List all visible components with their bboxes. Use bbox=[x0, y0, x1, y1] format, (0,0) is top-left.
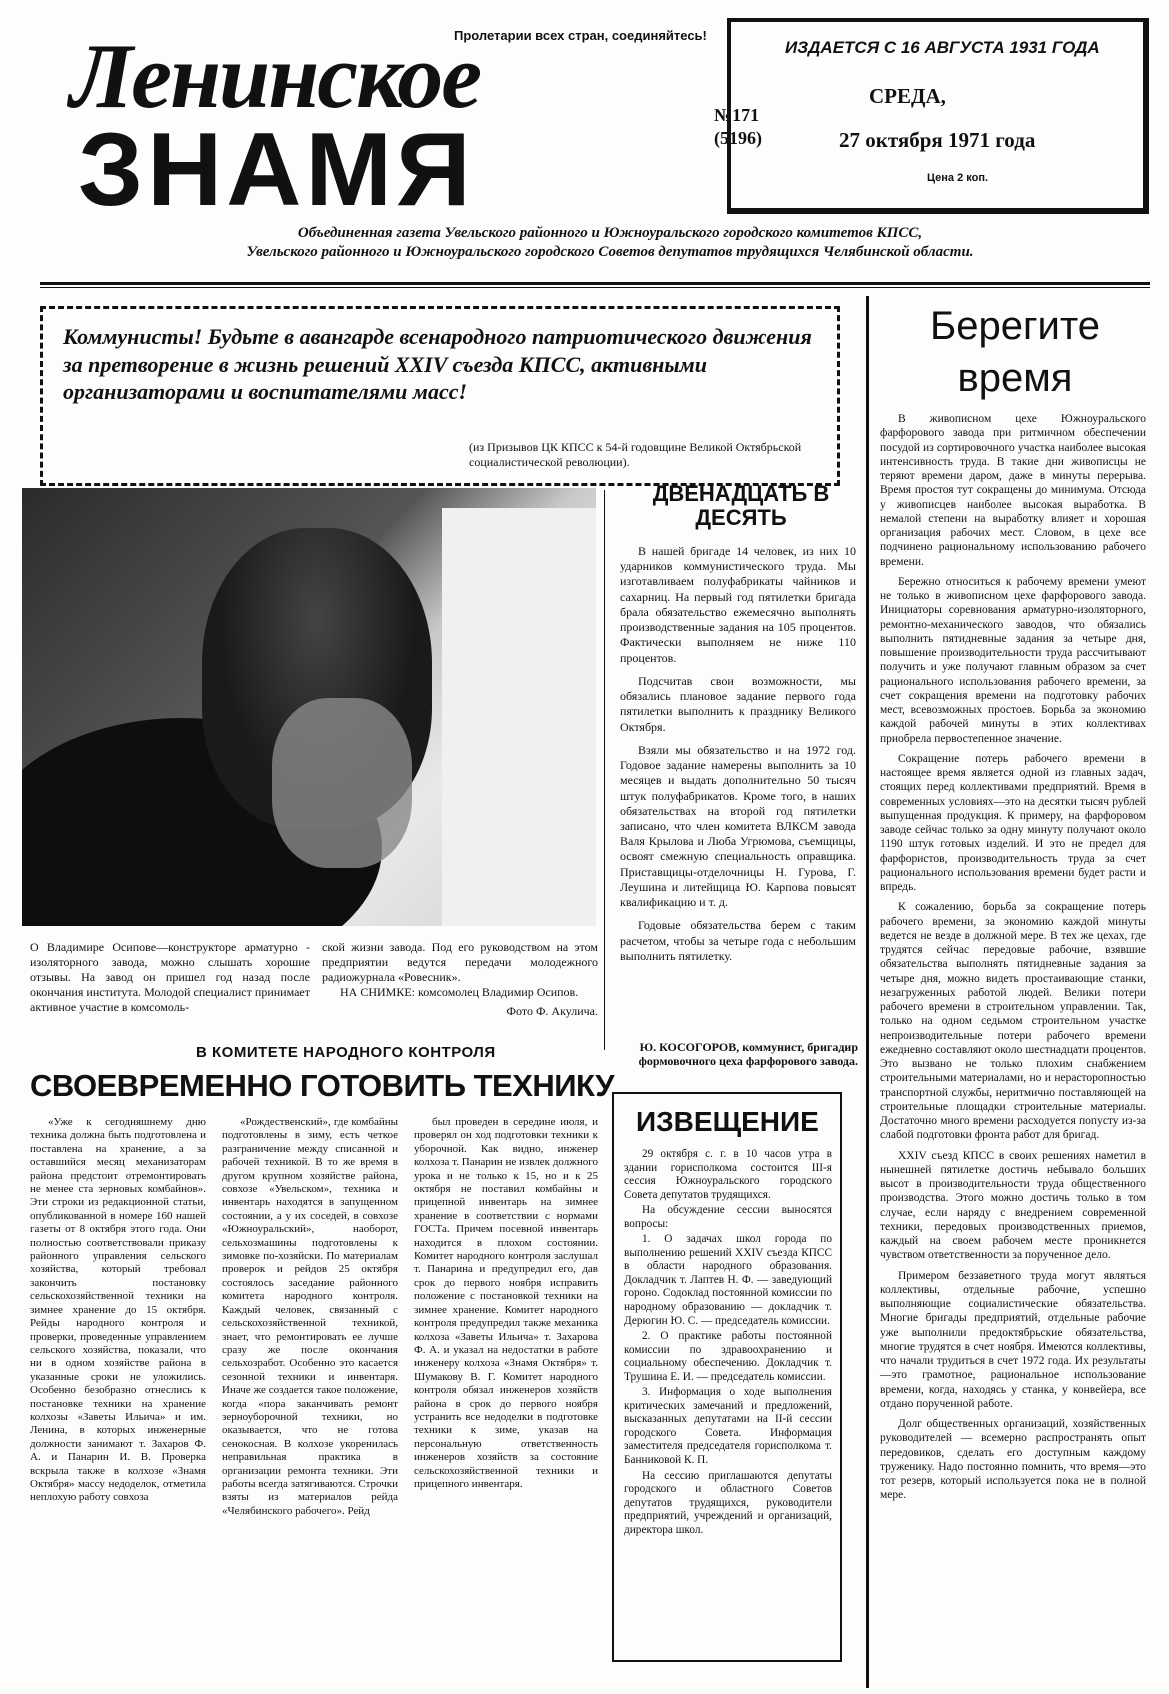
issue-no: №171 bbox=[714, 105, 760, 125]
paragraph: На обсуждение сессии выносятся вопросы: bbox=[624, 1204, 832, 1230]
paragraph: Подсчитав свои возможности, мы обязались плановое задание первого года пятилетки выполнить к празднику Великого Октября. bbox=[620, 673, 856, 734]
article-tekhnika-col2 bbox=[222, 1116, 398, 1518]
paragraph: Бережно относиться к рабочему времени умеют не только в живописном цехе фарфорового завода. Инициаторы соревнования арматурно-изоляторного, ремонтно-механического заводов, что обязались выполнить пятидневные задания за четыре дня, повышение производительности труда рассчитывают получить и уже получают главным образом за счет рационального использования рабочего времени, за счет сокращения времени на подготовку рабочих мест, всевозможных простоев. Борьба за экономию каждой рабочей минуты в этих коллективах приобрела первостепенное значение. bbox=[880, 575, 1146, 745]
issue-date: 27 октября 1971 года bbox=[839, 128, 1036, 152]
paragraph: XXIV съезд КПСС в своих решениях наметил в нынешней пятилетке достичь небывало больших высот в производительности труда общественного производства. Этого можно достичь только в том случае, если наряду с внедрением современной техники, передовых производственных приемов, каждый на своем рабочем месте проникнется чувством ответственности за порученное дело. bbox=[880, 1149, 1146, 1262]
weekday: СРЕДА, bbox=[869, 84, 946, 108]
headline-line2: время bbox=[957, 356, 1073, 400]
appeal-box bbox=[40, 306, 840, 486]
subtitle-line1: Объединенная газета Увельского районного и Южноуральского городского комитетов КПСС, bbox=[297, 225, 923, 241]
headline-dvenadtsat: ДВЕНАДЦАТЬ В ДЕСЯТЬ bbox=[652, 481, 830, 531]
paragraph: 1. О задачах школ города по выполнению решений XXIV съезда КПСС в области народного образования. Докладчик т. Лаптев Н. Ф. — заведующий гороно. Содоклад постоянной комиссии по народному образованию — докладчик т. Дерюгин Ю. С. — председатель комиссии. bbox=[624, 1233, 832, 1327]
photo-credit: Фото Ф. Акулича. bbox=[506, 1004, 598, 1018]
paragraph: Долг общественных организаций, хозяйственных руководителей — всемерно распространять опыт передовиков, сделать его доступным каждому труженику. Надо постоянно помнить, что время—это тот резерв, который используется пока не в полной мере. bbox=[880, 1418, 1146, 1502]
photo-caption-col1: О Владимире Осипове—конструкторе арматурно - изоляторного завода, можно слышать хорошие отзывы. На завод он пришел год назад после окончания института. Молодой специалист принимает активное участие в комсомоль- bbox=[30, 940, 310, 1014]
appeal-source: (из Призывов ЦК КПСС к 54-й годовщине Великой Октябрьской социалистической революции). bbox=[469, 440, 802, 469]
price: Цена 2 коп. bbox=[927, 172, 989, 184]
paragraph: На сессию приглашаются депутаты городского и областного Советов депутатов трудящихся, руководители предприятий, учреждений и организаций, директора школ. bbox=[624, 1469, 832, 1536]
article-tekhnika-col3 bbox=[414, 1116, 598, 1491]
article-dvenadtsat-body bbox=[620, 544, 856, 964]
subtitle-line2: Увельского районного и Южноуральского городского Советов депутатов трудящихся Челябинской области. bbox=[246, 243, 974, 260]
paragraph: Сокращение потерь рабочего времени в настоящее время является одной из главных задач, стоящих перед коллективами предприятий. Время в современных условиях—это на десятки тысяч рублей выпущенная продукция. К примеру, на фарфоровом заводе сейчас только за одну минуту получают около 1190 штук готовых изделий. И это не предел для фарфористов, производительность труда за счет рационального использования времени будет расти и впредь. bbox=[880, 752, 1146, 893]
paragraph: Годовые обязательства берем с таким расчетом, чтобы за четыре года с небольшим выполнить пятилетку. bbox=[620, 918, 856, 963]
headline-tekhnika: СВОЕВРЕМЕННО ГОТОВИТЬ ТЕХНИКУ bbox=[30, 1068, 615, 1103]
caption-text: ской жизни завода. Под его руководством на этом предприятии ведутся передачи молодежного радиожурнала «Ровесник». bbox=[322, 940, 598, 984]
masthead-subtitle bbox=[160, 224, 1060, 262]
photo-caption-col2 bbox=[322, 940, 598, 1019]
appeal-text: Коммунисты! Будьте в авангарде всенародного патриотического движения за претворение в жизнь решений XXIV съезда КПСС, активными организаторами и воспитателями масс! bbox=[63, 324, 812, 404]
paragraph: Взяли мы обязательство и на 1972 год. Годовое задание намерены выполнить за 10 месяцев и выдать дополнительно 50 тысяч штук полуфабрикатов. Кроме того, в наших обязательствах на второй год пятилетки записано, что член комитета ВЛКСМ завода Валя Крылова и Люба Угрюмова, съемщицы, освоят смежную специальность оправщика. Приставщицы-отделочницы Н. Гурова, Г. Леушина и литейщица Ю. Карпова повысят квалификацию и т. д. bbox=[620, 742, 856, 910]
headline-notice: ИЗВЕЩЕНИЕ bbox=[636, 1106, 819, 1137]
paragraph: В живописном цехе Южноуральского фарфорового завода при ритмичном обеспечении посудой из сортировочного участка наиболее высокая интенсивность труда. В такие дни живописцы не теряют времени даром, даже в минуты перерыва. Время простоя тут сокращены до минимума. Отсюда у живописцев наиболее высокая выработка. В немалой степени на выработку влияет и хорошая организация рабочих мест. Словом, в цехе все подчинено рациональному использованию рабочего времени. bbox=[880, 413, 1146, 568]
kicker-narodny-kontrol: В КОМИТЕТЕ НАРОДНОГО КОНТРОЛЯ bbox=[196, 1044, 496, 1061]
paragraph: был проведен в середине июля, и проверял он ход подготовки техники к уборочной. Как видно, инженер колхоза т. Панарин не извлек должного урока и не только к 15, но и к 25 октября не поставил комбайны и прицепной инвентарь на зимнее хранение в соответствии с нормами ГОСТа. Причем посевной инвентарь находится в плохом состоянии. Комитет народного контроля заслушал т. Панарина и предупредил его, дав срок до первого ноября исправить положение с постановкой техники на зимнее хранение. Комитет народного контроля предупредил также механика колхоза «Заветы Ильича» т. Захарова Ф. А. и указал на недостатки в работе инженеру колхоза «Знамя Октября» т. Шумакову В. Г. Комитет народного контроля обязал инженеров хозяйств района в срок до первого ноября устранить все недоделки в подготовке техники к зиме, указав на персональную ответственность инженеров хозяйств за состояние сельскохозяйственной техники и прицепного инвентаря. bbox=[414, 1116, 598, 1490]
caption-photo-subject: НА СНИМКЕ: комсомолец Владимир Осипов. bbox=[340, 985, 579, 999]
masthead-motto: Пролетарии всех стран, соединяйтесь! bbox=[454, 28, 707, 43]
headline-line1: Берегите bbox=[929, 304, 1101, 348]
issue-total: (5196) bbox=[714, 127, 762, 148]
paragraph: К сожалению, борьба за сокращение потерь рабочего времени, за экономию каждой минуты ведется не везде в должной мере. В тех же цехах, где трудятся сейчас передовые рабочие, взявшие обязательства выполнять пятидневные задания за четыре дня, можно видеть простаивающие станки, незагруженных работой людей. Велики потери рабочего времени в строительном управлении. Так, только на одном седьмом строительном участке непроизводительные потери рабочего времени ежедневно составляют около шестнадцати процентов. Это вызвано не только плохим снабжением строительными материалами, но и нерасторопностью транспортной службы, неритмично поставляющей на строительные площадки строительные материалы. Достаточно много времени расходуется попусту из-за слабой подготовки фронта работ для бригад. bbox=[880, 901, 1146, 1142]
masthead-title-line2: ЗНАМЯ bbox=[78, 112, 475, 228]
masthead-info-box bbox=[727, 18, 1149, 214]
photo-face bbox=[272, 698, 412, 868]
masthead-title-line1: Ленинское bbox=[70, 25, 481, 127]
paragraph: 3. Информация о ходе выполнения критических замечаний и предложений, высказанных депутатами на II-й сессии городского Совета. Информация заместителя председателя горисполкома т. Банниковой К. П. bbox=[624, 1386, 832, 1467]
published-since: ИЗДАЕТСЯ С 16 АВГУСТА 1931 ГОДА bbox=[785, 38, 1100, 57]
paragraph: В нашей бригаде 14 человек, из них 10 ударников коммунистического труда. Мы изготавливаем полуфабрикаты чайников и сахарниц. На первый год пятилетки бригада брала обязательство ежемесячно выполнять производственные задания на 105 процентов. Фактически выполняем не ниже 110 процентов. bbox=[620, 544, 856, 665]
column-divider bbox=[866, 296, 869, 1688]
article-tekhnika-col1 bbox=[30, 1116, 206, 1505]
notice-body bbox=[624, 1148, 832, 1537]
paragraph: «Уже к сегодняшнему дню техника должна быть подготовлена и поставлена на хранение, а за оставшийся месяц механизаторам района предстоит отремонтировать не менее ста зерновых комбайнов». Эти строки из редакционной статьи, опубликованной в номере 160 нашей газеты от 8 октября этого года. Они полностью соответствовали приказу районного управления сельского хозяйства, который требовал закончить постановку сельскохозяйственной техники на зимнее хранение до 15 октября. Рейды народного контроля и проверки, проведенные управлением сельского хозяйства, показали, что ни в одном хозяйстве района в указанные сроки не уложились. Особенно безобразно отнеслись к постановке техники на хранение колхозы «Заветы Ильича» и им. Ленина, в которых инженерные должности занимают т. Захаров Ф. А. и Панарин И. В. Проверка вскрыла также в колхозе «Знамя Октября» массу недоделок, отметила неплохую работу совхоза bbox=[30, 1116, 206, 1504]
paragraph: Примером беззаветного труда могут являться коллективы, отдельные рабочие, успешно выполняющие социалистические обязательства. Многие бригады предприятий, отдельные рабочие уже выполнили предоктябрьские обязательства, многие трудятся в счет ноября. Имеются коллективы, что начали трудиться в счет 1972 года. Их результаты—это грамотное, рациональное использование времени, когда, находясь у станка, у конвейера, все отдано порученной работе. bbox=[880, 1269, 1146, 1410]
article-beregite-body bbox=[880, 412, 1146, 1503]
paragraph: «Рождественский», где комбайны подготовлены в зиму, есть четкое разграничение между списанной и рабочей техникой. В то же время в другом крупном хозяйстве района, совхозе «Увельском», техника и инвентарь находятся в запущенном состоянии, а у их соседей, в совхозе «Южноуральский», наоборот, сельхозмашины подготовлены к зимовке по-хозяйски. По материалам проверок и рейдов 25 октября состоялось заседание районного комитета народного контроля. Каждый человек, связанный с сельскохозяйственной техникой, знает, что ремонтировать ее лучше сразу же после окончания сельхозработ. Особенно это касается сезонной техники и инвентаря. Иначе же создается такое положение, когда «пора заканчивать ремонт зерноуборочной техники, но оказывается, что не готова сенокосная. В колхозе укоренилась неправильная практика в организации ремонта техники. Эти работы всегда затягиваются. Строчки взяты из материалов рейда «Челябинского рабочего». Рейд bbox=[222, 1116, 398, 1517]
column-divider bbox=[604, 490, 605, 1050]
article-signature: Ю. КОСОГОРОВ, коммунист, бригадир формовочного цеха фарфорового завода. bbox=[638, 1040, 858, 1069]
news-photo bbox=[22, 488, 596, 926]
masthead-rule bbox=[40, 282, 1150, 288]
photo-background bbox=[442, 508, 596, 926]
paragraph: 29 октября с. г. в 10 часов утра в здании горисполкома состоится III-я сессия Южноуральского городского Совета депутатов трудящихся. bbox=[624, 1148, 832, 1201]
paragraph: 2. О практике работы постоянной комиссии по здравоохранению и социальному обеспечению. Докладчик т. Трушина Е. И. — председатель комиссии. bbox=[624, 1330, 832, 1383]
headline-beregite bbox=[890, 300, 1140, 404]
